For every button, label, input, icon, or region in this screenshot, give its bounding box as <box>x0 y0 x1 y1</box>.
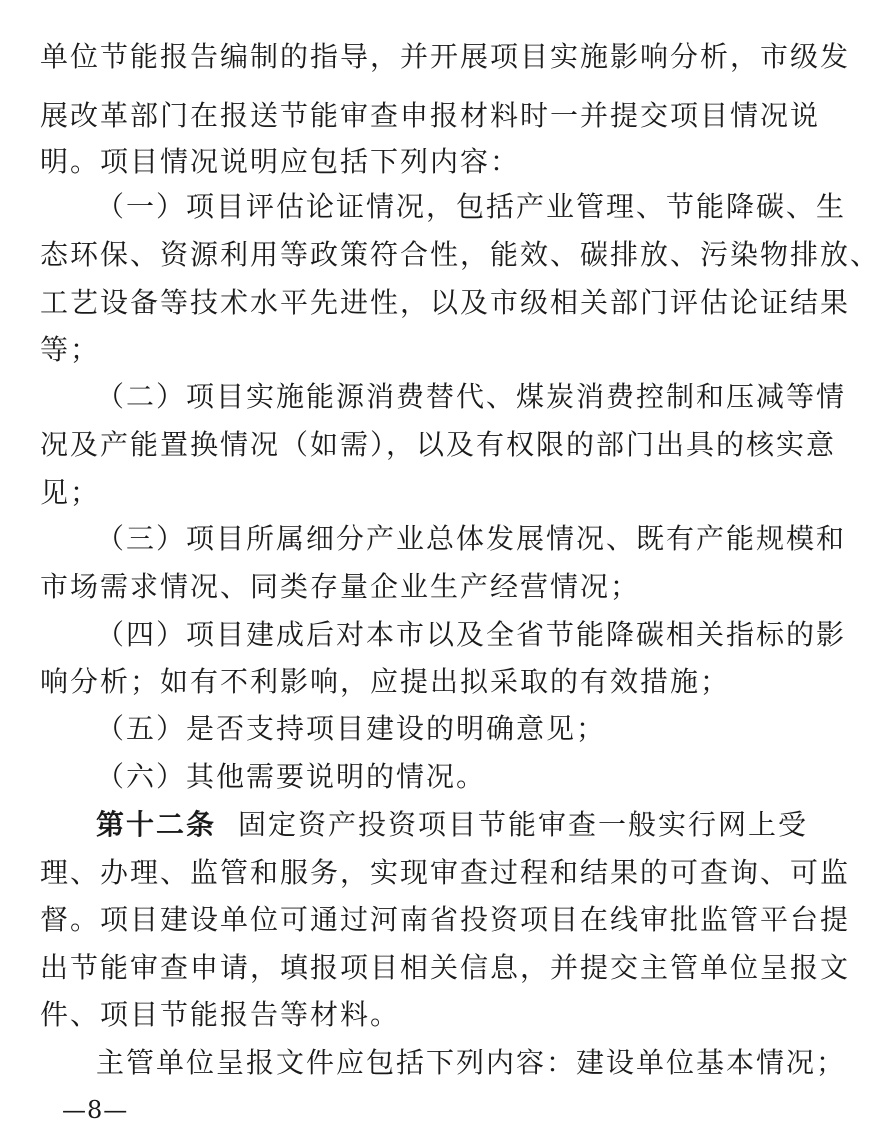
list-item-3-line: （三）项目所属细分产业总体发展情况、既有产能规模和 <box>96 522 847 555</box>
article-line <box>96 808 816 842</box>
text-line: 出节能审查申请，填报项目相关信息，并提交主管单位呈报文 <box>40 951 851 984</box>
text-line: 主管单位呈报文件应包括下列内容：建设单位基本情况； <box>96 1046 847 1079</box>
text-line: 单位节能报告编制的指导，并开展项目实施影响分析，市级发 <box>40 40 851 73</box>
list-item-2-line: （二）项目实施能源消费替代、煤炭消费控制和压减等情 <box>96 380 847 413</box>
text-line: 工艺设备等技术水平先进性，以及市级相关部门评估论证结果 <box>40 286 851 319</box>
text-line: 督。项目建设单位可通过河南省投资项目在线审批监管平台提 <box>40 903 851 936</box>
list-item-5-line: （五）是否支持项目建设的明确意见； <box>96 712 607 745</box>
list-item-6-line: （六）其他需要说明的情况。 <box>96 760 487 793</box>
text-line: 态环保、资源利用等政策符合性，能效、碳排放、污染物排放、 <box>40 238 880 271</box>
text-line: 理、办理、监管和服务，实现审查过程和结果的可查询、可监 <box>40 856 851 889</box>
text-line: 况及产能置换情况（如需），以及有权限的部门出具的核实意 <box>40 428 837 461</box>
article-heading: 第十二条 <box>96 808 217 841</box>
list-item-1-line: （一）项目评估论证情况，包括产业管理、节能降碳、生 <box>96 190 847 223</box>
list-item-4-line: （四）项目建成后对本市以及全省节能降碳相关指标的影 <box>96 618 847 651</box>
page-number: —8— <box>62 1096 129 1124</box>
text-line: 明。项目情况说明应包括下列内容： <box>40 145 521 178</box>
text-line: 响分析；如有不利影响，应提出拟采取的有效措施； <box>40 665 731 698</box>
text-line: 展改革部门在报送节能审查申报材料时一并提交项目情况说 <box>40 99 821 132</box>
text-line: 市场需求情况、同类存量企业生产经营情况； <box>40 570 641 603</box>
text-line: 件、项目节能报告等材料。 <box>40 998 401 1031</box>
text-line: 见； <box>40 476 101 509</box>
article-text: 固定资产投资项目节能审查一般实行网上受 <box>238 808 809 841</box>
text-line: 等； <box>40 333 101 366</box>
